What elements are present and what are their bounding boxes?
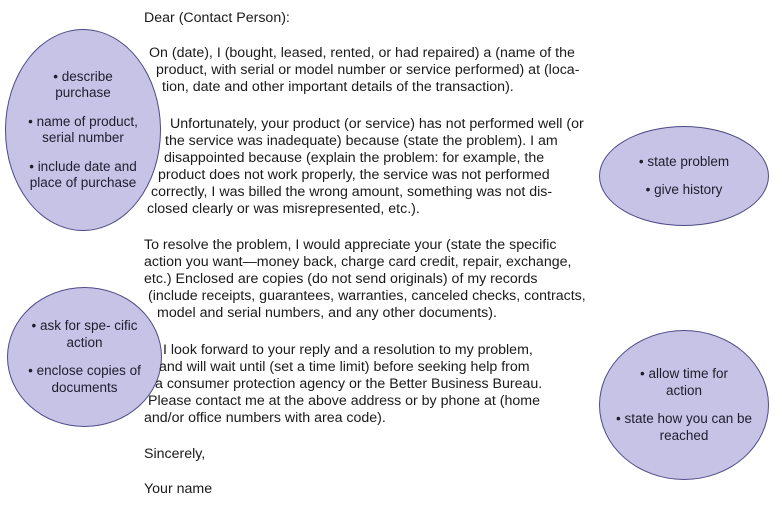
paragraph2-line: the service was inadequate) because (state the problem). I am: [165, 133, 558, 149]
note-how-reached: • state how you can be reached: [614, 411, 754, 444]
paragraph3-line: model and serial numbers, and any other documents).: [157, 305, 497, 321]
paragraph2-line: Unfortunately, your product (or service) has not performed well (or: [170, 116, 584, 132]
paragraph2-line: product does not work properly, the service was not performed: [158, 167, 550, 183]
paragraph2-line: disappointed because (explain the problem: for example, the: [164, 150, 545, 166]
paragraph3-line: (include receipts, guarantees, warranties, canceled checks, contracts,: [148, 288, 586, 304]
paragraph4-line: Please contact me at the above address or by phone at (home: [148, 393, 540, 409]
closing: Sincerely,: [144, 446, 206, 462]
paragraph4-line: I look forward to your reply and a resolution to my problem,: [163, 342, 533, 358]
paragraph4-line: a consumer protection agency or the Better Business Bureau.: [155, 376, 543, 392]
note-allow-time: • allow time for action: [624, 366, 744, 399]
note-give-history: • give history: [646, 182, 723, 199]
signature: Your name: [144, 481, 213, 497]
note-product-serial: • name of product, serial number: [13, 114, 153, 147]
paragraph2-line: closed clearly or was misrepresented, etc.).: [147, 201, 420, 217]
salutation: Dear (Contact Person):: [144, 10, 290, 26]
paragraph3-line: action you want—money back, charge card credit, repair, exchange,: [144, 254, 572, 270]
note-specific-action: • ask for spe- cific action: [30, 318, 140, 351]
paragraph1-line: tion, date and other important details of the transaction).: [162, 79, 514, 95]
annotation-bubble-time: [599, 330, 769, 480]
paragraph4-line: and will wait until (set a time limit) before seeking help from: [159, 359, 530, 375]
paragraph4-line: and/or office numbers with area code).: [144, 410, 386, 426]
paragraph2-line: correctly, I was billed the wrong amount, something was not dis-: [151, 184, 553, 200]
annotation-bubble-action: [7, 287, 162, 427]
annotation-bubble-purchase: [5, 29, 161, 231]
annotation-bubble-problem: [599, 126, 769, 226]
paragraph1-line: product, with serial or model number or service performed) at (loca-: [156, 62, 580, 78]
note-enclose-copies: • enclose copies of documents: [27, 363, 142, 396]
note-state-problem: • state problem: [639, 154, 729, 171]
paragraph3-line: etc.) Enclosed are copies (do not send originals) of my records: [144, 271, 538, 287]
paragraph1-line: On (date), I (bought, leased, rented, or had repaired) a (name of the: [149, 45, 575, 61]
note-date-place: • include date and place of purchase: [18, 159, 148, 192]
paragraph3-line: To resolve the problem, I would appreciate your (state the specific: [144, 237, 557, 253]
note-describe-purchase: • describe purchase: [28, 69, 138, 102]
